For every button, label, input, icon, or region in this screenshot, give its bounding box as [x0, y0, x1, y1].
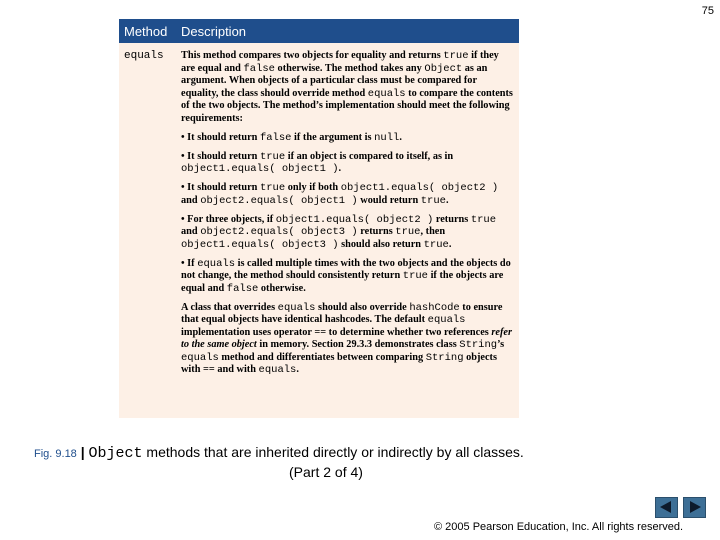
- caption-separator: |: [80, 444, 85, 460]
- header-description: Description: [181, 24, 247, 39]
- caption-line-1: [34, 444, 694, 462]
- description-intro: This method compares two objects for equality and returns true if they are equal and false otherwise. The method takes any Object as an argument. When objects of a particular class must be compared for equality, the class should override method equals to compare the contents of the two objects. The method’s implementation should meet the following requirements:: [181, 50, 513, 124]
- methods-table: [119, 19, 519, 418]
- requirement-2: • It should return true if an object is compared to itself, as in object1.equals( object1 ).: [181, 150, 454, 175]
- figure-label: Fig. 9.18: [34, 448, 77, 460]
- requirement-5: • If equals is called multiple times with the two objects and the objects do not change, the method should consistently return true if the objects are equal and false otherwise.: [181, 257, 511, 295]
- method-description: [181, 50, 515, 383]
- header-method: Method: [124, 24, 168, 39]
- caption-part: (Part 2 of 4): [289, 464, 363, 480]
- caption-text: methods that are inherited directly or indirectly by all classes.: [142, 444, 524, 460]
- previous-slide-button[interactable]: [655, 497, 678, 518]
- requirement-3: • It should return true only if both object1.equals( object2 ) and object2.equals( object1 ) would return true.: [181, 182, 499, 207]
- requirement-1: • It should return false if the argument is null.: [181, 131, 402, 144]
- table-header: [119, 19, 519, 43]
- figure-caption: [34, 444, 694, 480]
- copyright-notice: © 2005 Pearson Education, Inc. All rights reserved.: [434, 521, 684, 533]
- page-number: 75: [701, 5, 714, 17]
- triangle-right-icon: [690, 501, 701, 513]
- triangle-left-icon: [660, 501, 671, 513]
- method-name: equals: [124, 50, 164, 62]
- requirement-4: • For three objects, if object1.equals( object2 ) returns true and object2.equals( object3 ) returns true, then object1.equals( object3 ) should also return true.: [181, 213, 497, 251]
- next-slide-button[interactable]: [683, 497, 706, 518]
- caption-object-word: Object: [88, 445, 143, 462]
- description-closing: A class that overrides equals should also override hashCode to ensure that equal objects have identical hashcodes. The default equals implementation uses operator == to determine whether two references refer to the same object in memory. Section 29.3.3 demonstrates class String’s equals method and differentiates between comparing String objects with == and with equals.: [181, 301, 512, 376]
